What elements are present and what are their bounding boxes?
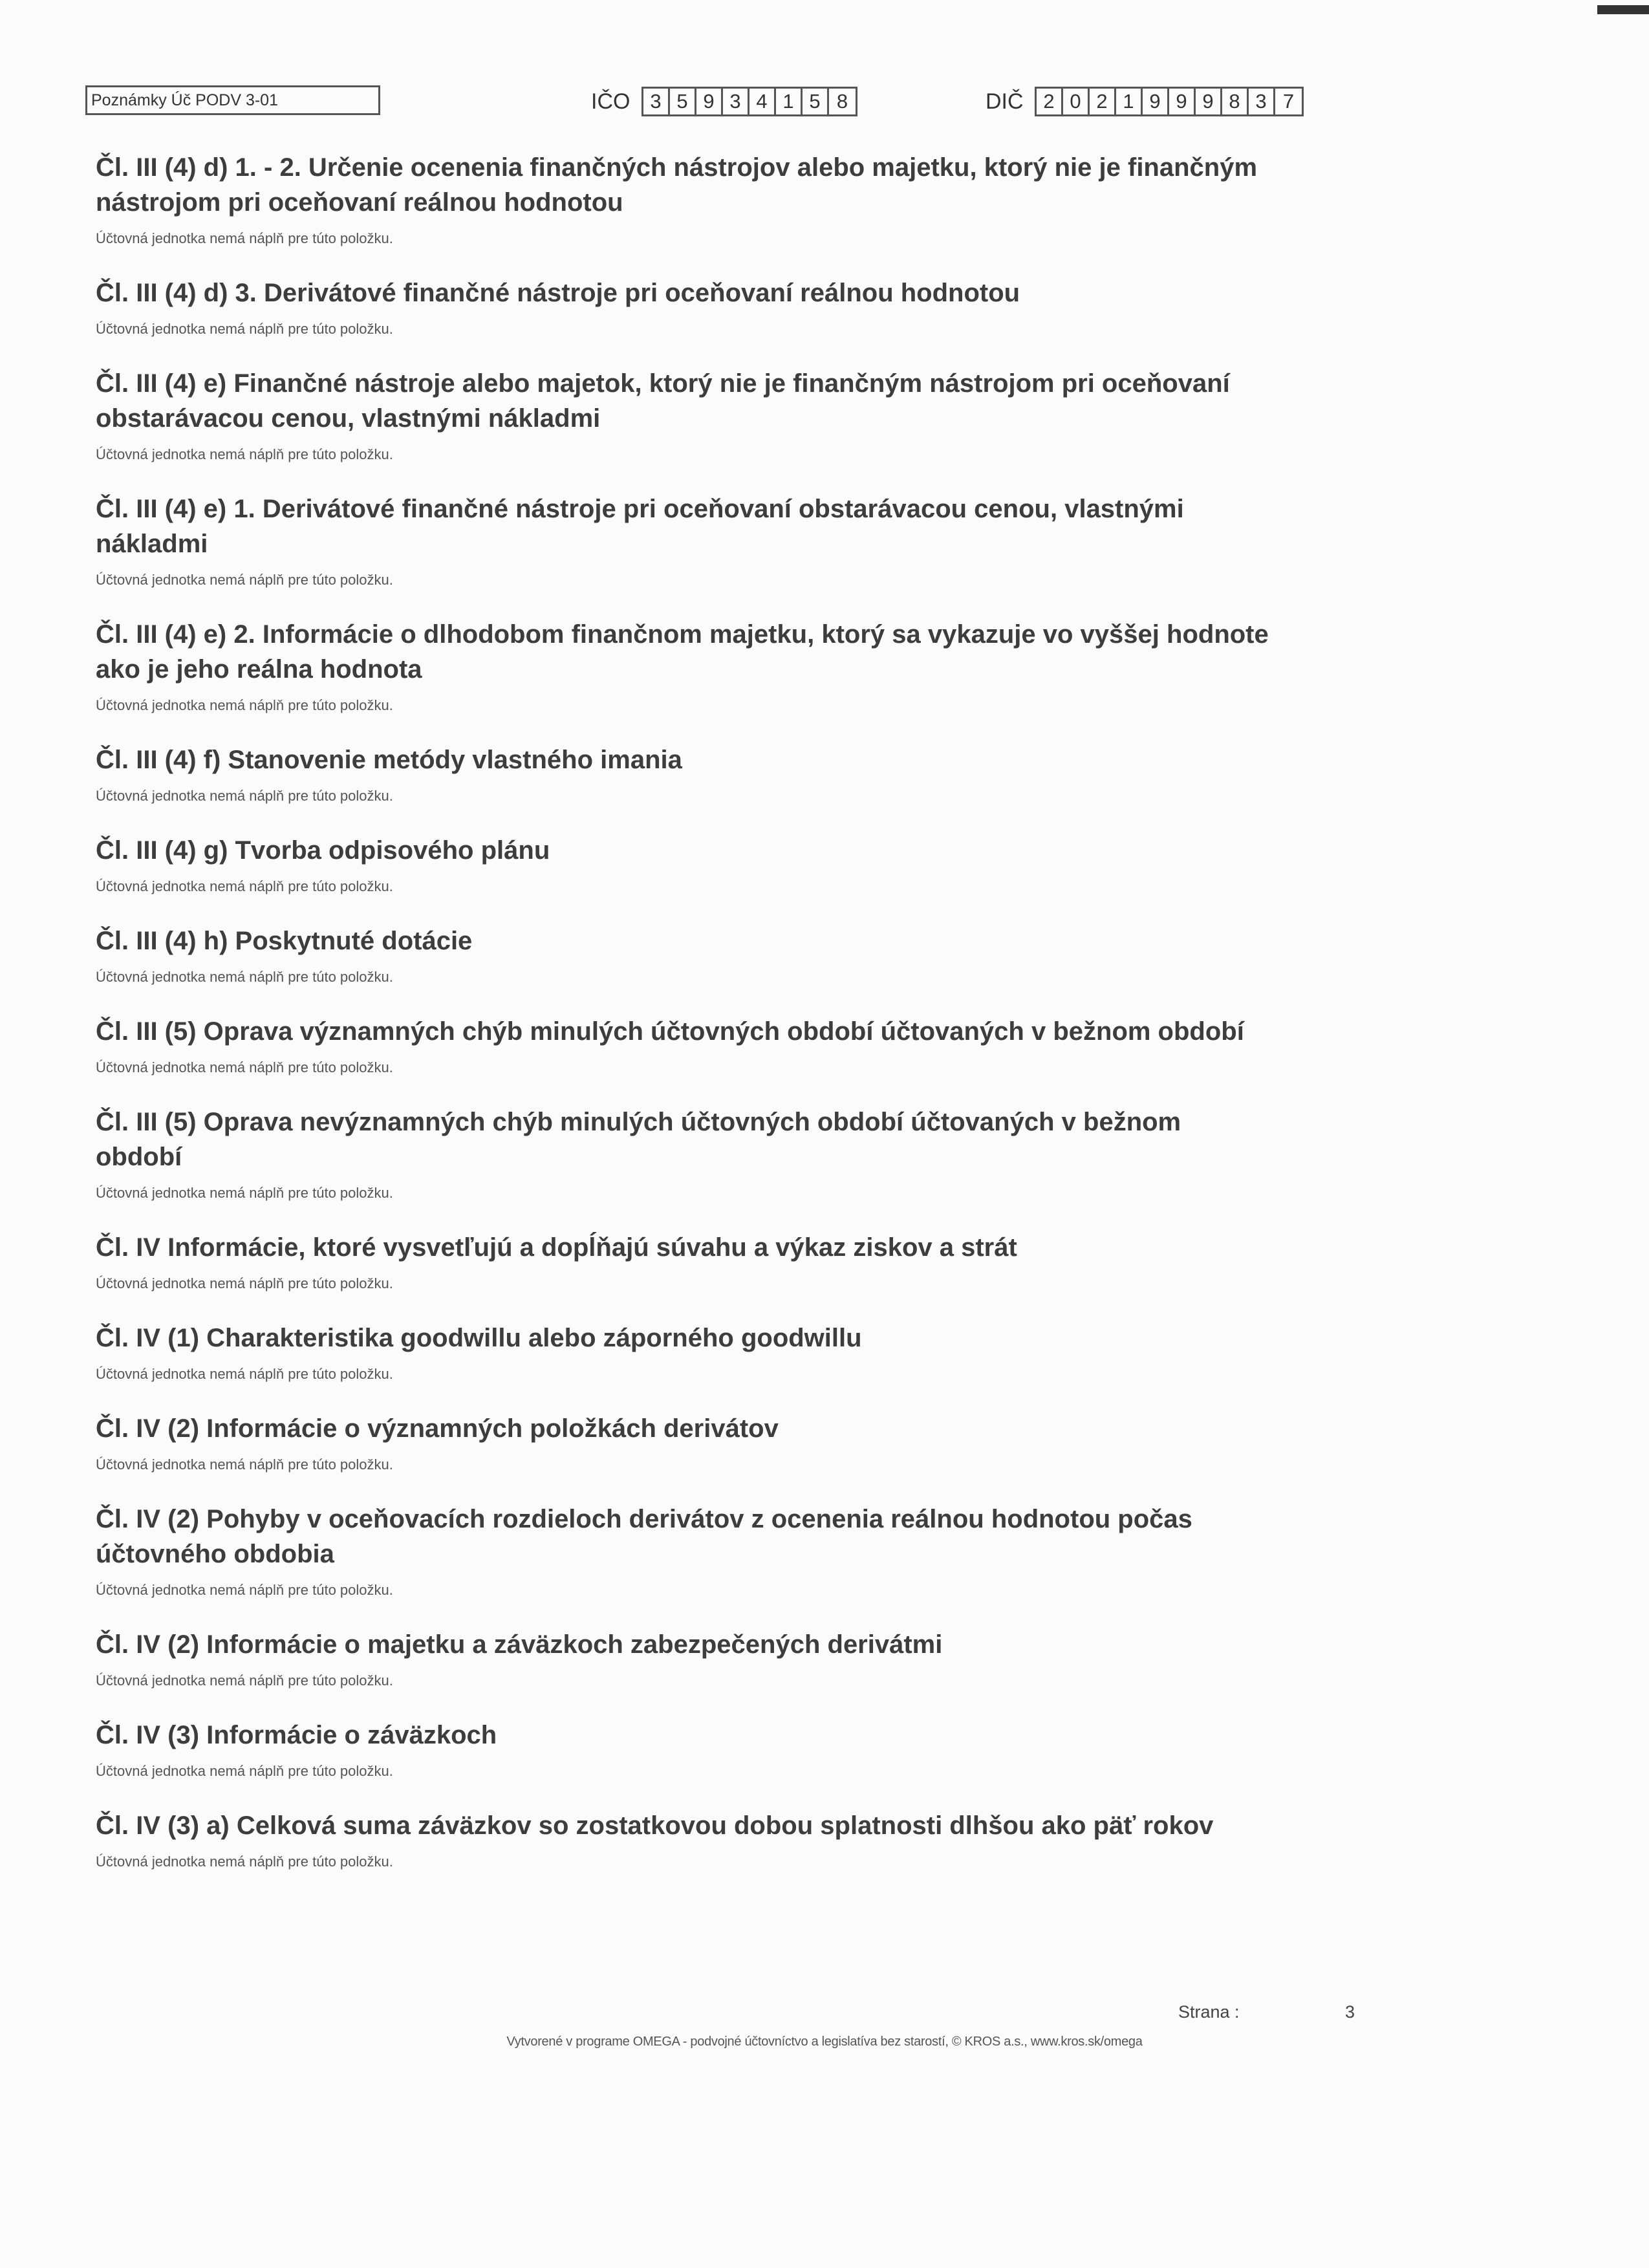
dic-label: DIČ xyxy=(986,89,1024,114)
ico-digit-box: 5 xyxy=(670,89,696,114)
section-note: Účtovná jednotka nemá náplň pre túto položku. xyxy=(96,1853,393,1870)
section-title: Čl. IV Informácie, ktoré vysvetľujú a dopĺňajú súvahu a výkaz ziskov a strát xyxy=(96,1233,1017,1262)
dic-digit-box: 3 xyxy=(1249,89,1275,114)
note-section xyxy=(96,1808,1273,1872)
ico-digit-box: 1 xyxy=(776,89,803,114)
section-note: Účtovná jednotka nemá náplň pre túto položku. xyxy=(96,1059,393,1075)
section-note: Účtovná jednotka nemá náplň pre túto položku. xyxy=(96,1672,393,1689)
note-section xyxy=(96,275,1273,339)
dic-digit-box: 9 xyxy=(1196,89,1222,114)
note-section xyxy=(96,1321,1273,1384)
section-note: Účtovná jednotka nemá náplň pre túto položku. xyxy=(96,1456,393,1473)
scan-edge-mark xyxy=(1597,5,1649,14)
section-title: Čl. III (4) h) Poskytnuté dotácie xyxy=(96,927,473,955)
ico-label: IČO xyxy=(591,89,630,114)
section-title: Čl. III (4) e) Finančné nástroje alebo majetok, ktorý nie je finančným nástrojom pri oceňovaní obstarávacou cenou, vlastnými nákladmi xyxy=(96,369,1230,433)
section-note: Účtovná jednotka nemá náplň pre túto položku. xyxy=(96,969,393,985)
note-section xyxy=(96,1502,1273,1600)
section-title: Čl. IV (2) Informácie o majetku a záväzkoch zabezpečených derivátmi xyxy=(96,1630,943,1659)
note-section xyxy=(96,1014,1273,1077)
dic-digit-box: 2 xyxy=(1090,89,1116,114)
note-section xyxy=(96,150,1273,248)
section-title: Čl. III (4) g) Tvorba odpisového plánu xyxy=(96,836,550,865)
section-note: Účtovná jednotka nemá náplň pre túto položku. xyxy=(96,1763,393,1779)
note-section xyxy=(96,923,1273,987)
section-note: Účtovná jednotka nemá náplň pre túto položku. xyxy=(96,1366,393,1382)
ico-digit-box: 3 xyxy=(723,89,749,114)
dic-digit-box: 9 xyxy=(1143,89,1169,114)
ico-digit-box: 8 xyxy=(836,90,848,113)
dic-digit-box: 7 xyxy=(1282,90,1295,113)
section-title: Čl. IV (2) Pohyby v oceňovacích rozdieloch derivátov z ocenenia reálnou hodnotou počas účtovného obdobia xyxy=(96,1505,1192,1568)
note-section xyxy=(96,1718,1273,1781)
section-note: Účtovná jednotka nemá náplň pre túto položku. xyxy=(96,1275,393,1291)
section-note: Účtovná jednotka nemá náplň pre túto položku. xyxy=(96,446,393,462)
dic-digit-box: 2 xyxy=(1037,89,1063,114)
section-title: Čl. IV (2) Informácie o významných položkách derivátov xyxy=(96,1414,779,1443)
section-title: Čl. IV (3) a) Celková suma záväzkov so zostatkovou dobou splatnosti dlhšou ako päť rokov xyxy=(96,1811,1214,1840)
page-label: Strana : xyxy=(1178,2002,1240,2022)
ico-digit-box: 4 xyxy=(749,89,776,114)
dic-digit-box: 9 xyxy=(1169,89,1196,114)
ico-digit-box: 5 xyxy=(803,89,829,114)
dic-digit-box: 0 xyxy=(1063,89,1090,114)
note-section xyxy=(96,1627,1273,1690)
form-label: Poznámky Úč PODV 3-01 xyxy=(85,85,380,115)
note-section xyxy=(96,742,1273,806)
section-title: Čl. III (4) d) 3. Derivátové finančné nástroje pri oceňovaní reálnou hodnotou xyxy=(96,279,1020,307)
ico-digit-box: 3 xyxy=(643,89,670,114)
section-title: Čl. III (4) d) 1. - 2. Určenie ocenenia finančných nástrojov alebo majetku, ktorý nie je finančným nástrojom pri oceňovaní reálnou hodnotou xyxy=(96,153,1258,217)
section-title: Čl. III (4) e) 1. Derivátové finančné nástroje pri oceňovaní obstarávacou cenou, vlastnými nákladmi xyxy=(96,495,1184,558)
ico-digit-box: 9 xyxy=(696,89,723,114)
section-note: Účtovná jednotka nemá náplň pre túto položku. xyxy=(96,788,393,804)
section-title: Čl. III (5) Oprava významných chýb minulých účtovných období účtovaných v bežnom období xyxy=(96,1017,1244,1046)
section-note: Účtovná jednotka nemá náplň pre túto položku. xyxy=(96,1185,393,1201)
section-title: Čl. IV (1) Charakteristika goodwillu alebo záporného goodwillu xyxy=(96,1324,862,1352)
dic-digit-box: 8 xyxy=(1222,89,1249,114)
note-section xyxy=(96,1105,1273,1203)
section-title: Čl. III (5) Oprava nevýznamných chýb minulých účtovných období účtovaných v bežnom období xyxy=(96,1108,1181,1171)
notes-content xyxy=(96,150,1273,1872)
footer-credit: Vytvorené v programe OMEGA - podvojné účtovníctvo a legislatíva bez starostí, © KROS a.s., www.kros.sk/omega xyxy=(506,2035,1143,2049)
note-section xyxy=(96,491,1273,590)
section-note: Účtovná jednotka nemá náplň pre túto položku. xyxy=(96,697,393,713)
section-title: Čl. III (4) e) 2. Informácie o dlhodobom finančnom majetku, ktorý sa vykazuje vo vyššej hodnote ako je jeho reálna hodnota xyxy=(96,620,1269,684)
section-note: Účtovná jednotka nemá náplň pre túto položku. xyxy=(96,230,393,246)
section-note: Účtovná jednotka nemá náplň pre túto položku. xyxy=(96,572,393,588)
ico-digit-boxes xyxy=(641,87,857,116)
section-title: Čl. IV (3) Informácie o záväzkoch xyxy=(96,1721,497,1749)
section-title: Čl. III (4) f) Stanovenie metódy vlastného imania xyxy=(96,746,682,774)
note-section xyxy=(96,617,1273,715)
page-number: 3 xyxy=(1345,2002,1355,2022)
section-note: Účtovná jednotka nemá náplň pre túto položku. xyxy=(96,878,393,894)
section-note: Účtovná jednotka nemá náplň pre túto položku. xyxy=(96,1582,393,1598)
dic-digit-boxes xyxy=(1035,87,1304,116)
note-section xyxy=(96,833,1273,896)
section-note: Účtovná jednotka nemá náplň pre túto položku. xyxy=(96,321,393,337)
note-section xyxy=(96,1230,1273,1293)
note-section xyxy=(96,1411,1273,1474)
dic-digit-box: 1 xyxy=(1116,89,1143,114)
note-section xyxy=(96,366,1273,464)
